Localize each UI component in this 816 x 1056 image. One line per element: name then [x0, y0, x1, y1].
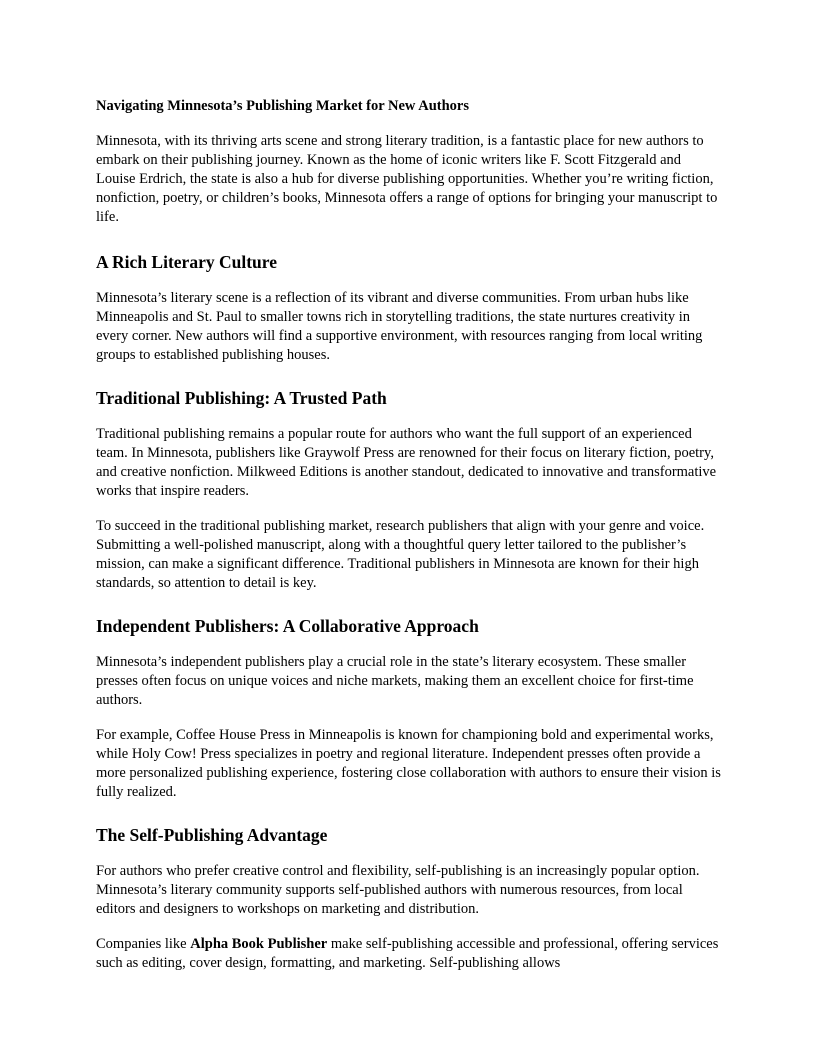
self-publishing-rest-text: make self-publishing accessible and professional, offering services such as editing, cover design, formatting, and marketing. Self-publishing allows: [96, 936, 719, 971]
self-publishing-lead-text: Companies like: [96, 936, 191, 952]
section-heading-independent-publishers: Independent Publishers: A Collaborative Approach: [96, 616, 479, 636]
intro-paragraph: Minnesota, with its thriving arts scene and strong literary tradition, is a fantastic place for new authors to embark on their publishing journey. Known as the home of iconic writers like F. Scott Fitzgerald and Louise Erdrich, the state is also a hub for diverse publishing opportunities. Whether you’re writing fiction, nonfiction, poetry, or children’s books, Minnesota offers a range of options for bringing your manuscript to life.: [96, 133, 718, 225]
document-title: Navigating Minnesota’s Publishing Market for New Authors: [96, 98, 469, 114]
traditional-publishing-paragraph-1: Traditional publishing remains a popular route for authors who want the full support of an experienced team. In Minnesota, publishers like Graywolf Press are renowned for their focus on literary fiction, poetry, and creative nonfiction. Milkweed Editions is another standout, dedicated to innovative and transformative works that inspire readers.: [96, 426, 717, 499]
self-publishing-paragraph-1: For authors who prefer creative control and flexibility, self-publishing is an increasingly popular option. Minnesota’s literary community supports self-published authors with numerous resources, from local editors and designers to workshops on marketing and distribution.: [96, 863, 700, 917]
independent-publishers-paragraph-1: Minnesota’s independent publishers play a crucial role in the state’s literary ecosystem. These smaller presses often focus on unique voices and niche markets, making them an excellent choice for first-time authors.: [96, 654, 694, 708]
literary-culture-paragraph: Minnesota’s literary scene is a reflection of its vibrant and diverse communities. From urban hubs like Minneapolis and St. Paul to smaller towns rich in storytelling traditions, the state nurtures creativity in every corner. New authors will find a supportive environment, with resources ranging from local writing groups to established publishing houses.: [96, 290, 703, 363]
alpha-book-publisher-name: Alpha Book Publisher: [190, 936, 328, 952]
section-heading-self-publishing: The Self-Publishing Advantage: [96, 825, 328, 845]
self-publishing-paragraph-2: [96, 935, 722, 973]
traditional-publishing-paragraph-2: To succeed in the traditional publishing market, research publishers that align with your genre and voice. Submitting a well-polished manuscript, along with a thoughtful query letter tailored to the publisher’s mission, can make a significant difference. Traditional publishers in Minnesota are known for their high standards, so attention to detail is key.: [96, 518, 705, 591]
independent-publishers-paragraph-2: For example, Coffee House Press in Minneapolis is known for championing bold and experimental works, while Holy Cow! Press specializes in poetry and regional literature. Independent presses often provide a more personalized publishing experience, fostering close collaboration with authors to ensure their vision is fully realized.: [96, 727, 721, 800]
section-heading-traditional-publishing: Traditional Publishing: A Trusted Path: [96, 388, 387, 408]
document-page: [96, 97, 722, 989]
section-heading-literary-culture: A Rich Literary Culture: [96, 252, 277, 272]
